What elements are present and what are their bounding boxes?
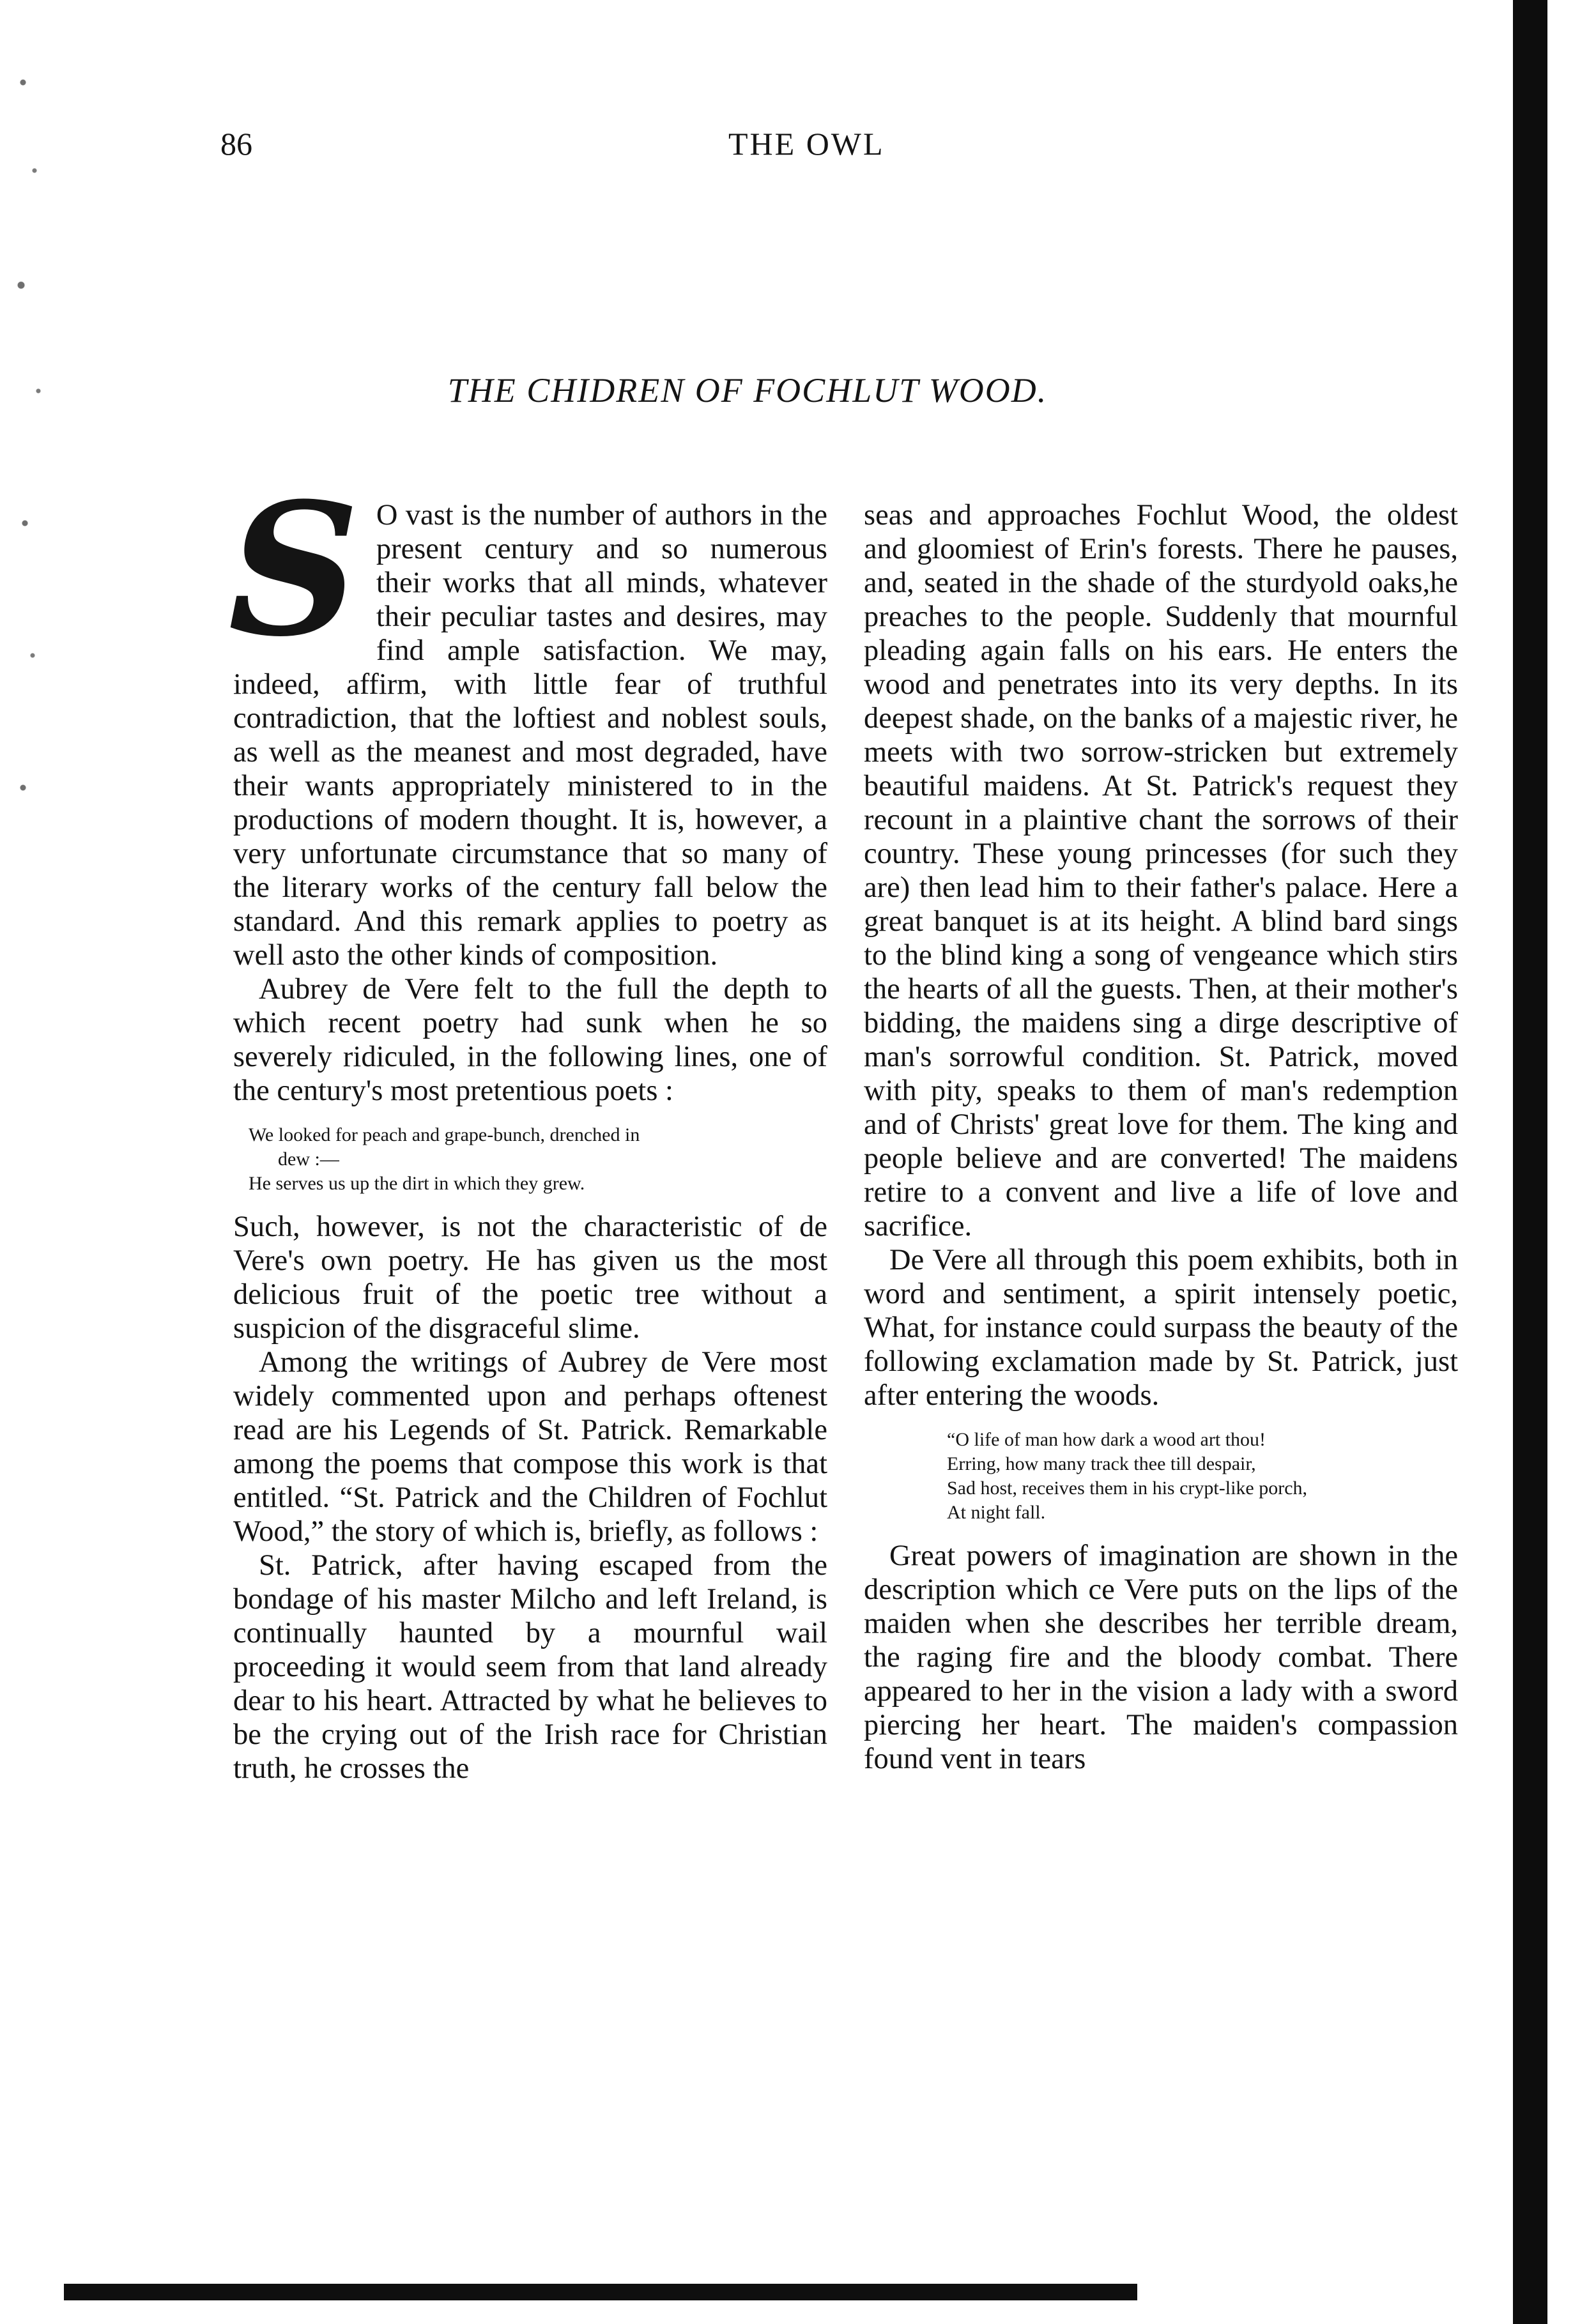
verse-line: At night fall. bbox=[947, 1502, 1046, 1523]
paragraph: O vast is the number of authors in the present century and so numerous their works that all minds, whatever their peculiar tastes and desires, may find ample satisfaction. We may, indeed, affirm, with little fear of truthful contradiction, that the loftiest and noblest souls, as well as the meanest and most degraded, have their wants appropriately ministered to in the productions of modern thought. It is, however, a very unfortunate circumstance that so many of the literary works of the century fall below the standard. And this remark applies to poetry as well asto the other kinds of composition. bbox=[233, 499, 827, 972]
paragraph: Such, however, is not the characteristic of de Vere's own poetry. He has given us the most delicious fruit of the poetic tree without a suspicion of the disgraceful slime. bbox=[233, 1211, 827, 1345]
paragraph: Aubrey de Vere felt to the full the depth to which recent poetry had sunk when he so severely ridiculed, in the following lines, one of the century's most pretentious poets : bbox=[233, 973, 827, 1107]
verse-line: Sad host, receives them in his crypt-like porch, bbox=[947, 1478, 1308, 1499]
verse-quote bbox=[233, 1123, 827, 1196]
paragraph: St. Patrick, after having escaped from the bondage of his master Milcho and left Ireland, is continually haunted by a mournful wail proceeding it would seem from that land already dear to his heart. Attracted by what he believes to be the crying out of the Irish race for Christian truth, he crosses the bbox=[233, 1549, 827, 1785]
scan-edge-specks bbox=[12, 38, 50, 920]
verse-line: “O life of man how dark a wood art thou! bbox=[947, 1429, 1266, 1450]
scan-bottom-edge-bar bbox=[64, 2284, 1137, 2300]
left-column bbox=[228, 463, 827, 1785]
verse-line: dew :— bbox=[278, 1149, 339, 1170]
right-column bbox=[864, 498, 1458, 1776]
paragraph: De Vere all through this poem exhibits, both in word and sentiment, a spirit intensely poetic, What, for instance could surpass the beauty of the following exclamation made by St. Patrick, just after entering the woods. bbox=[864, 1244, 1458, 1412]
verse-quote bbox=[947, 1428, 1458, 1525]
verse-line: We looked for peach and grape-bunch, drenched in bbox=[249, 1124, 640, 1145]
paragraph: seas and approaches Fochlut Wood, the oldest and gloomiest of Erin's forests. There he pauses, and, seated in the shade of the sturdyold oaks,he preaches to the people. Suddenly that mournful pleading again falls on his ears. He enters the wood and penetrates into its very depths. In its deepest shade, on the banks of a majestic river, he meets with two sorrow-stricken but extremely beautiful maidens. At St. Patrick's request they recount in a plaintive chant the sorrows of their country. These young princesses (for such they are) then lead him to their father's palace. Here a great banquet is at its height. A blind bard sings to the blind king a song of vengeance which stirs the hearts of all the guests. Then, at their mother's bidding, the maidens sing a dirge descriptive of man's sorrowful condition. St. Patrick, moved with pity, speaks to them of man's redemption and of Christs' great love for them. The king and people believe and are converted! The maidens retire to a convent and live a life of love and sacrifice. bbox=[864, 499, 1458, 1242]
paragraph: Among the writings of Aubrey de Vere most widely commented upon and perhaps oftenest read are his Legends of St. Patrick. Remarkable among the poems that compose this work is that entitled. “St. Patrick and the Children of Fochlut Wood,” the story of which is, briefly, as follows : bbox=[233, 1346, 827, 1548]
page-number: 86 bbox=[220, 126, 252, 162]
running-head: THE OWL bbox=[728, 126, 885, 162]
scan-right-edge-bar bbox=[1513, 0, 1547, 2324]
verse-line: Erring, how many track thee till despair, bbox=[947, 1453, 1256, 1474]
drop-cap-letter: S bbox=[228, 463, 360, 677]
verse-line: He serves us up the dirt in which they grew. bbox=[249, 1173, 585, 1194]
article-title: THE CHIDREN OF FOCHLUT WOOD. bbox=[447, 371, 1048, 409]
paragraph: Great powers of imagination are shown in the description which ce Vere puts on the lips of the maiden when she describes her terrible dream, the raging fire and the bloody combat. There appeared to her in the vision a lady with a sword piercing her heart. The maiden's compassion found vent in tears bbox=[864, 1540, 1458, 1775]
